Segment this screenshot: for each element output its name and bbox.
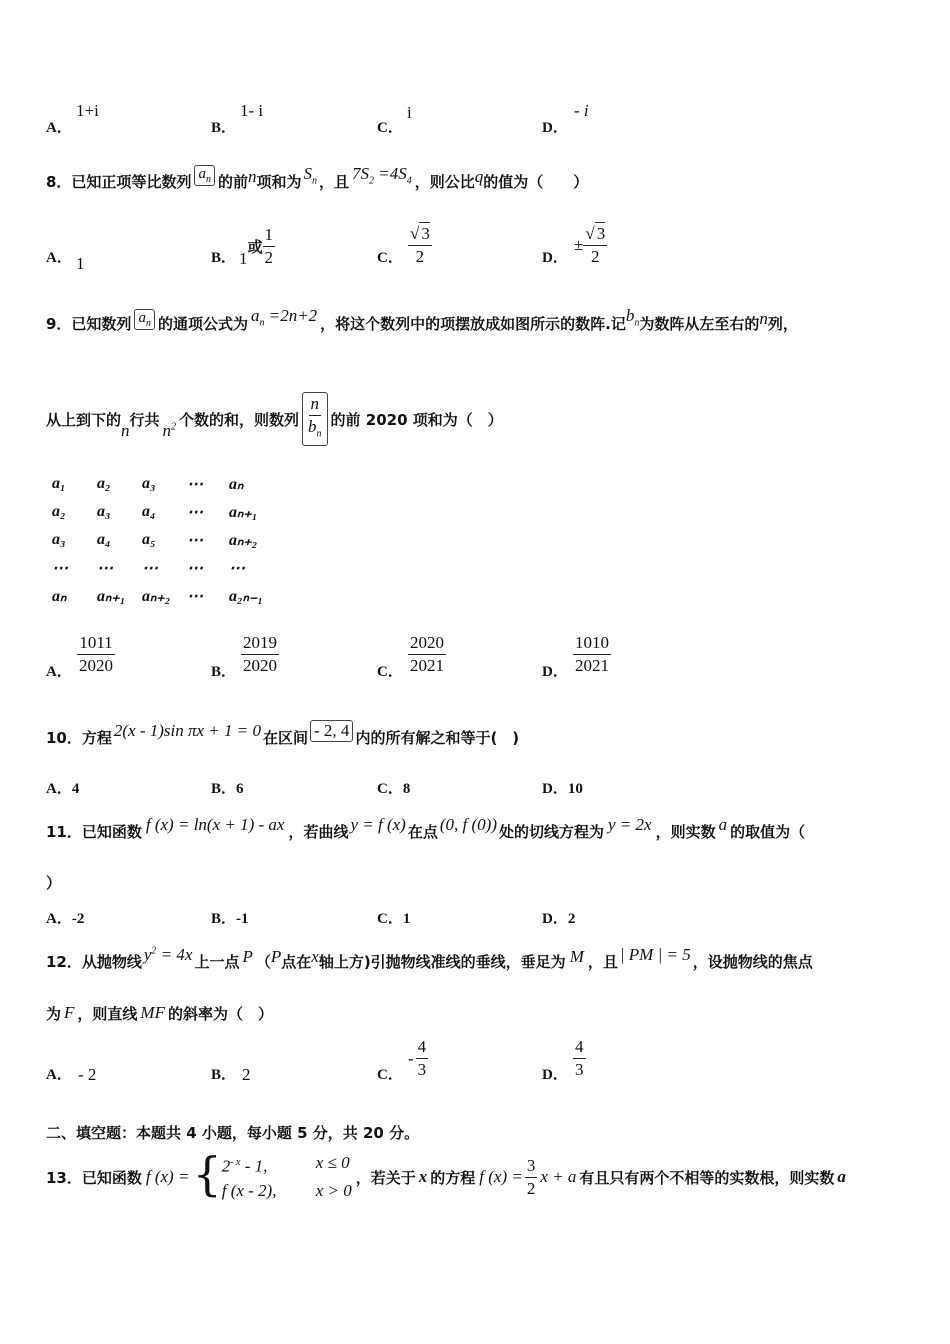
q11-tangent: y = 2x bbox=[608, 815, 652, 834]
q11-option-d: D．2 bbox=[542, 911, 576, 927]
q13-piecewise: { $2^{- x} - 1$, x ≤ 0 f (x - 2), x > 0 bbox=[192, 1147, 352, 1202]
matrix-cell: a₃ bbox=[52, 531, 66, 548]
q8-option-d: ± $\frac{√ 3}{2}$ bbox=[574, 224, 606, 266]
q8-text: ，则公比 bbox=[414, 172, 475, 191]
q12-option-c: - $\frac{4}{3}$ bbox=[408, 1037, 427, 1079]
matrix-cell: a₄ bbox=[97, 531, 111, 548]
q8-text: 的值为（ ） bbox=[483, 172, 589, 191]
q10-option-b: B．6 bbox=[211, 781, 244, 797]
q12-parabola: $y^2 = 4x$ bbox=[143, 945, 193, 964]
q11-function: f (x) = ln(x + 1) - ax bbox=[145, 815, 285, 834]
q10-equation: 2(x - 1)sin πx + 1 = 0 bbox=[113, 721, 261, 740]
matrix-cell: ⋯ bbox=[142, 560, 158, 577]
q9-option-a: $\frac{1011}{2020}$ bbox=[79, 633, 113, 675]
option-label-b: B． bbox=[211, 250, 237, 266]
q9-sequence: $a_n$ bbox=[134, 309, 155, 330]
matrix-cell: a₁ bbox=[52, 475, 66, 492]
q7-option-b: 1- i bbox=[240, 101, 264, 120]
q7-option-d: - i bbox=[574, 101, 589, 120]
option-label-a: A． bbox=[46, 1067, 72, 1083]
option-label-c: C． bbox=[377, 664, 403, 680]
q8-var: n bbox=[247, 167, 257, 186]
option-label-c: C． bbox=[377, 250, 403, 266]
q9-bn: $b_n$ bbox=[625, 305, 640, 329]
q7-option-c: i bbox=[407, 103, 412, 122]
option-label-d: D． bbox=[542, 250, 568, 266]
q8-sum: $S_n$ bbox=[303, 163, 317, 187]
option-label-d: D． bbox=[542, 1067, 568, 1083]
q11-option-b: B．-1 bbox=[211, 911, 249, 927]
matrix-cell: aₙ₊₂ bbox=[142, 588, 171, 605]
q10-option-d: D．10 bbox=[542, 781, 583, 797]
q12-stem-line2: 为 F ，则直线 MF 的斜率为（ ） bbox=[46, 1003, 273, 1023]
q12-option-d: $\frac{4}{3}$ bbox=[575, 1037, 584, 1079]
q11-stem: 11．已知函数 f (x) = ln(x + 1) - ax ，若曲线 y = f (x) 在点 (0, f (0)) 处的切线方程为 y = 2x ，则实数 a 的取值为（ bbox=[46, 815, 806, 841]
q8-stem bbox=[46, 163, 589, 196]
matrix-cell: a₂ₙ₋₁ bbox=[229, 588, 263, 605]
q8-text: 的前 bbox=[217, 172, 248, 191]
q9-matrix bbox=[52, 470, 273, 610]
q8-equation: $7S_2 =4S_4$ bbox=[352, 163, 412, 187]
q9-option-c: $\frac{2020}{2021}$ bbox=[410, 633, 444, 675]
option-label-b: B． bbox=[211, 1067, 237, 1083]
q8-text: 项和为 bbox=[256, 172, 302, 191]
q8-var: q bbox=[474, 167, 484, 186]
option-label-b: B． bbox=[211, 120, 237, 136]
q8-sequence: $a_n$ bbox=[194, 165, 215, 186]
matrix-cell: aₙ₊₁ bbox=[229, 504, 258, 521]
q12-distance: | PM | = 5 bbox=[619, 945, 691, 964]
matrix-row bbox=[52, 554, 273, 582]
option-label-c: C． bbox=[377, 1067, 403, 1083]
matrix-cell: ⋯ bbox=[97, 560, 113, 577]
matrix-row bbox=[52, 526, 273, 554]
q7-option-a: 1+i bbox=[76, 101, 99, 120]
q13-function: f (x) = bbox=[145, 1167, 190, 1186]
question-13: 13．已知函数 f (x) = { $2^{- x} - 1$, x ≤ 0 f (x - 2), x > 0 ，若关于 x 的方程 f (x) = $\frac{3}{2}$ x + a 有且只有两个不相等的实数根，则实数 a bbox=[46, 1147, 846, 1202]
q10-stem: 10．方程 2(x - 1)sin πx + 1 = 0 在区间 - 2, 4 内的所有解之和等于( ) bbox=[46, 721, 520, 747]
option-label-d: D． bbox=[542, 664, 568, 680]
q11-stem-line2: ） bbox=[46, 874, 62, 892]
option-label-d: D． bbox=[542, 120, 568, 136]
q11-option-a: A．-2 bbox=[46, 911, 85, 927]
matrix-cell: a₄ bbox=[142, 503, 156, 520]
option-label-c: C． bbox=[377, 120, 403, 136]
matrix-cell: a₃ bbox=[142, 475, 156, 492]
q8-option-b: 1 或 $\frac{1}{2}$ bbox=[239, 225, 274, 268]
matrix-cell: aₙ bbox=[52, 588, 67, 605]
q10-option-c: C．8 bbox=[377, 781, 411, 797]
q9-sequence-fraction: $\frac{n}{b_n}$ bbox=[302, 392, 328, 446]
q9-option-b: $\frac{2019}{2020}$ bbox=[243, 633, 277, 675]
option-label-a: A． bbox=[46, 664, 72, 680]
q9-stem-line1: 9．已知数列 $a_n$ 的通项公式为 $a_n =2n+2$ ，将这个数列中的项摆放成如图所示的数阵.记 $b_n$ 为数阵从左至右的 n 列， bbox=[46, 305, 798, 333]
matrix-row bbox=[52, 582, 273, 610]
matrix-cell: aₙ₊₁ bbox=[97, 588, 126, 605]
q8-text: ，且 bbox=[318, 172, 349, 191]
q12-stem-line1: 12．从抛物线 $y^2 = 4x$ 上一点 P （ P 点在 x 轴上方)引抛物线准线的垂线，垂足为 M ，且 | PM | = 5 ，设抛物线的焦点 bbox=[46, 945, 813, 971]
matrix-cell: ⋯ bbox=[52, 560, 68, 577]
q8-option-c: $\frac{√ 3}{2}$ bbox=[410, 224, 430, 266]
matrix-cell: ⋯ bbox=[187, 560, 203, 577]
q9-formula: $a_n =2n+2$ bbox=[250, 305, 318, 329]
q8-text: 8．已知正项等比数列 bbox=[46, 172, 192, 191]
q12-option-b: 2 bbox=[242, 1065, 251, 1084]
q12-option-a: - 2 bbox=[78, 1065, 97, 1084]
matrix-row bbox=[52, 470, 273, 498]
matrix-cell: a₃ bbox=[97, 503, 111, 520]
option-label-a: A． bbox=[46, 250, 72, 266]
q8-option-a: 1 bbox=[76, 254, 85, 273]
q9-stem-line2: 从上到下的 n 行共 $n^2$ 个数的和，则数列 $\frac{n}{b_n}$ 的前 2020 项和为（ ） bbox=[46, 392, 503, 446]
matrix-cell: ⋯ bbox=[187, 476, 203, 493]
matrix-cell: ⋯ bbox=[229, 560, 245, 577]
matrix-cell: a₂ bbox=[52, 503, 66, 520]
q9-option-d: $\frac{1010}{2021}$ bbox=[575, 633, 609, 675]
q10-option-a: A．4 bbox=[46, 781, 80, 797]
matrix-cell: aₙ₊₂ bbox=[229, 532, 258, 549]
matrix-cell: a₂ bbox=[97, 475, 111, 492]
q11-option-c: C．1 bbox=[377, 911, 411, 927]
q11-curve: y = f (x) bbox=[350, 815, 406, 834]
matrix-row bbox=[52, 498, 273, 526]
matrix-cell: ⋯ bbox=[187, 504, 203, 521]
option-label-b: B． bbox=[211, 664, 237, 680]
option-label-a: A． bbox=[46, 120, 72, 136]
section-heading: 二、填空题：本题共 4 小题，每小题 5 分，共 20 分。 bbox=[46, 1124, 420, 1142]
matrix-cell: ⋯ bbox=[187, 532, 203, 549]
matrix-cell: ⋯ bbox=[187, 588, 203, 605]
q9-n-squared: $n^2$ bbox=[162, 421, 177, 440]
matrix-cell: a₅ bbox=[142, 531, 156, 548]
q11-point: (0, f (0)) bbox=[439, 815, 497, 834]
q10-interval: - 2, 4 bbox=[310, 720, 353, 742]
matrix-cell: aₙ bbox=[229, 476, 244, 493]
